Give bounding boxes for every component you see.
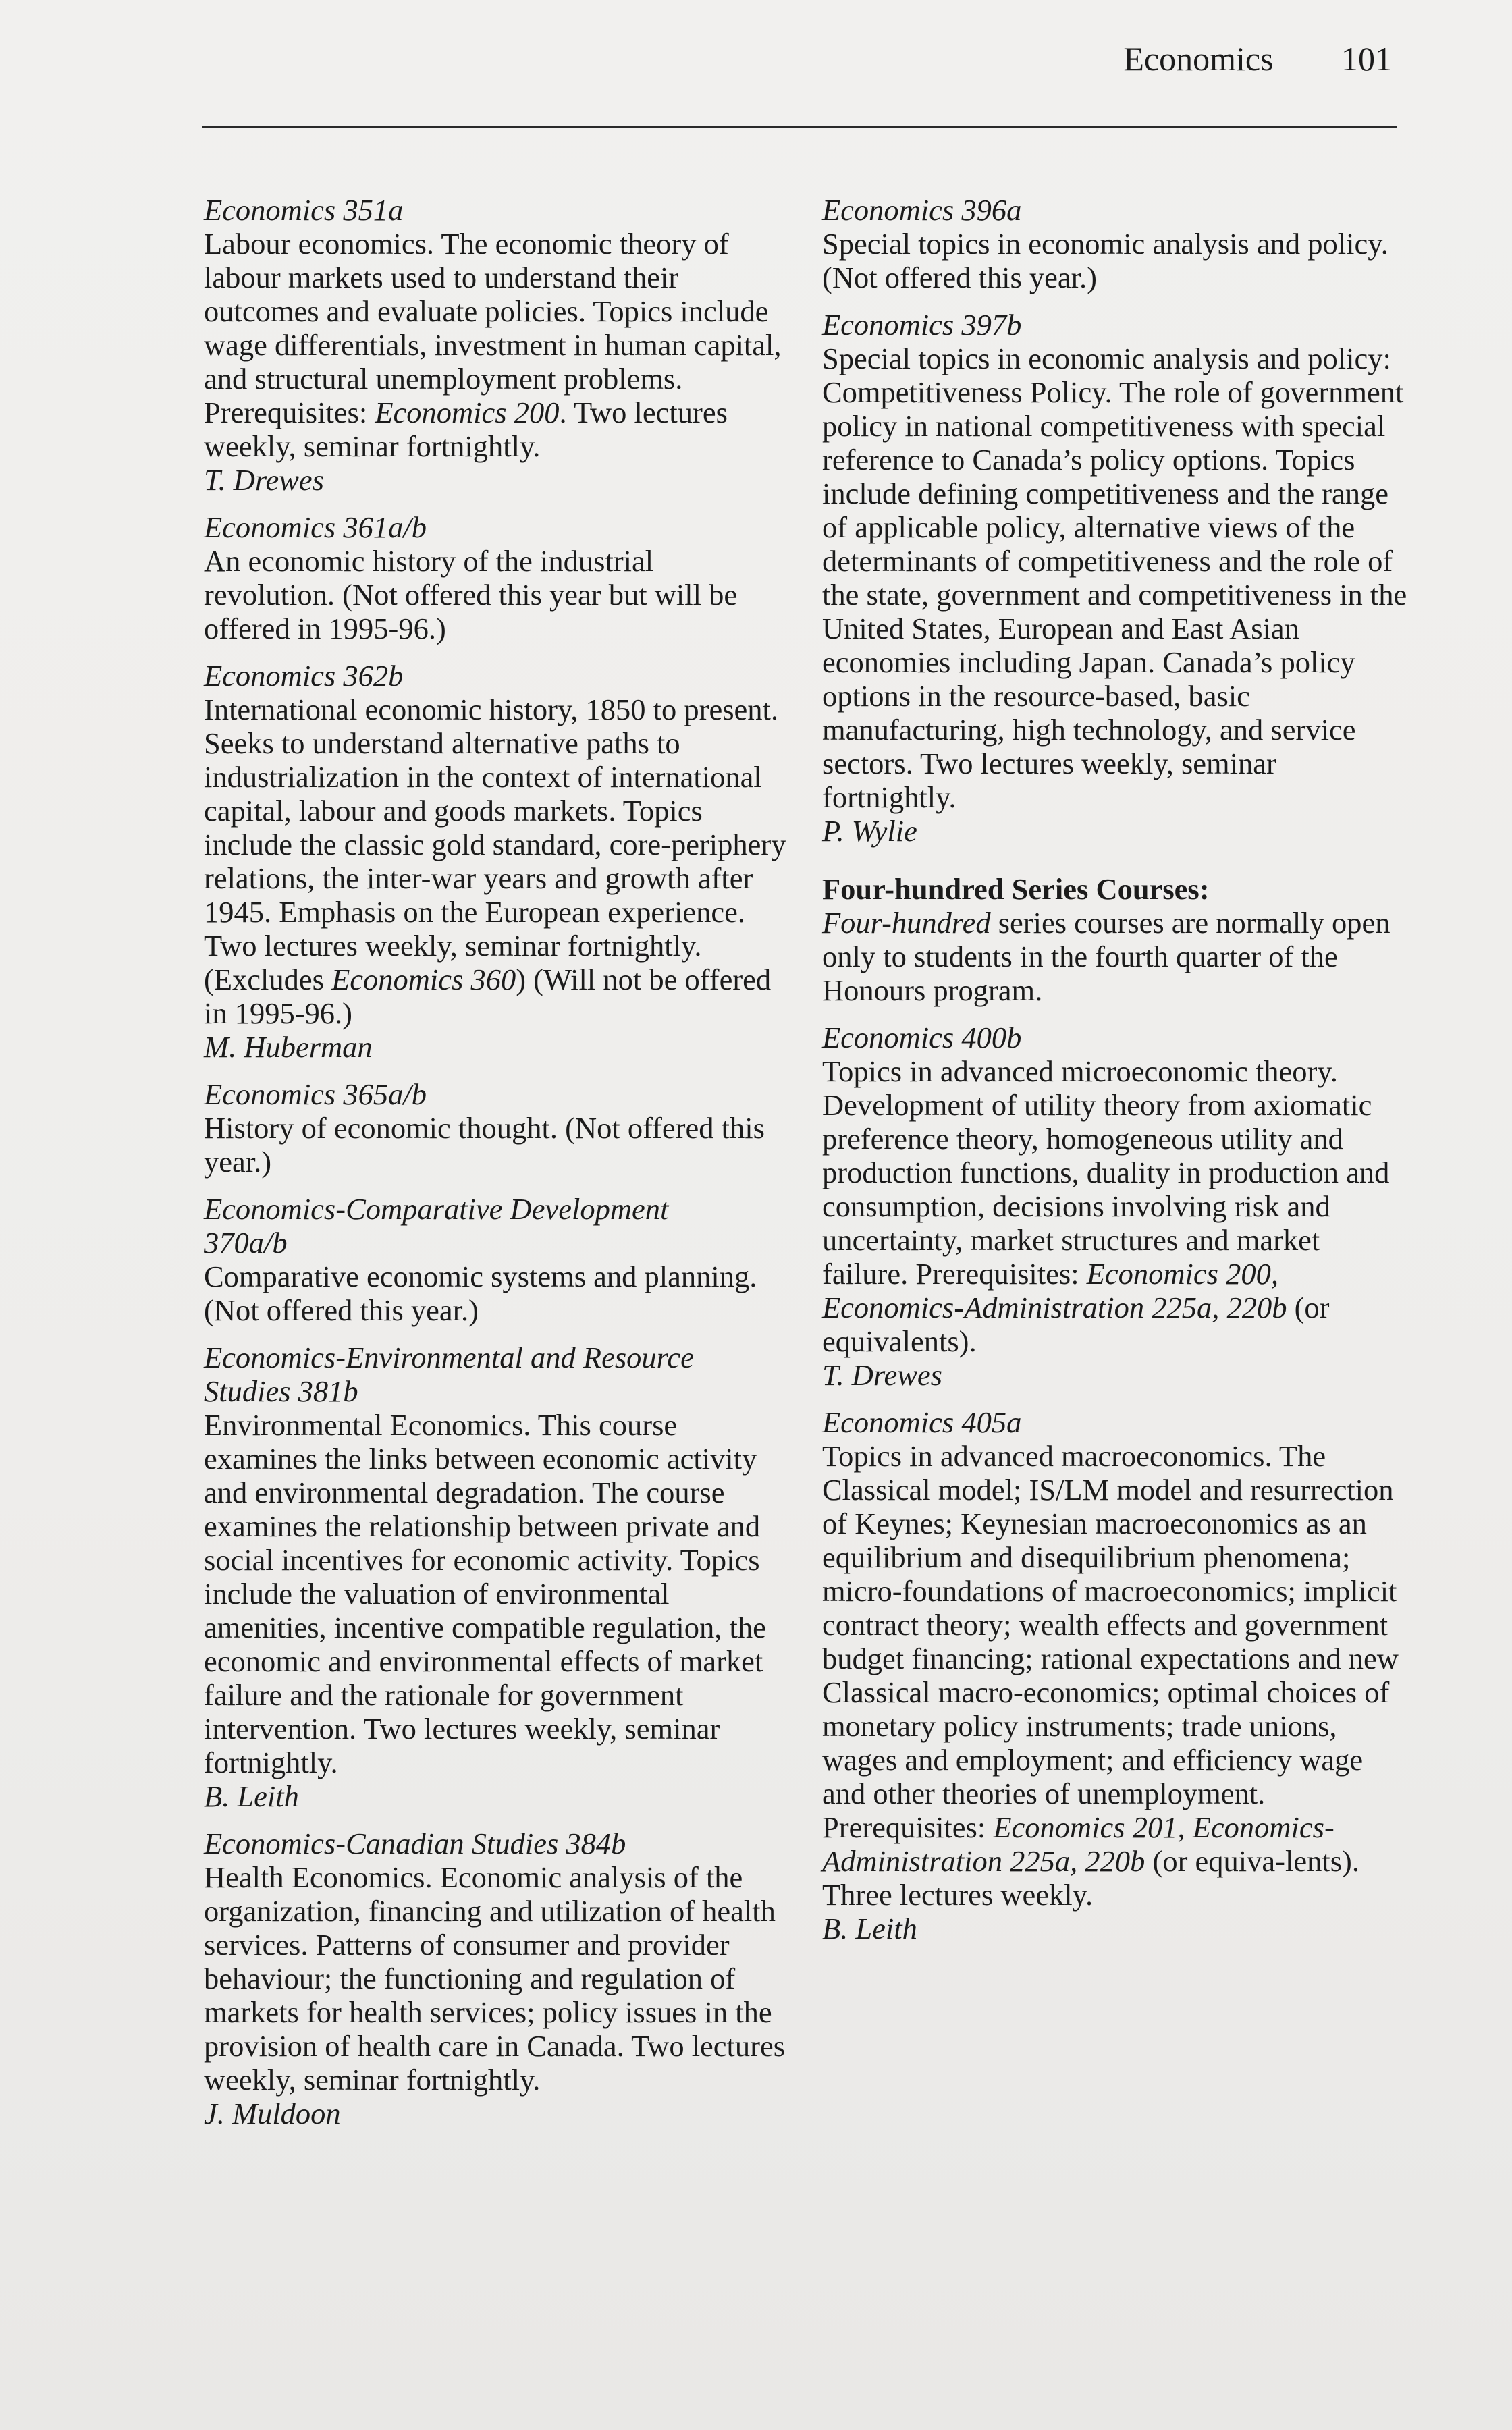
course-economics-405a [822,1405,1409,1945]
series-intro-text: series courses are normally open only to students in the fourth quarter of the Honours program. [822,906,1390,1007]
course-title: Economics 361a/b [204,510,427,544]
course-description [204,1860,791,2097]
page-number: 101 [1341,40,1392,78]
course-economics-400b [822,1021,1409,1392]
course-text: Labour economics. The economic theory of labour markets used to understand their outcomes and evaluate policies. Topics include wage differentials, investment in human capital, and structural unemployment problems. Prerequisites: [204,227,782,429]
left-column [204,193,791,2144]
course-instructor: T. Drewes [822,1358,942,1392]
course-economics-362b [204,659,791,1064]
four-hundred-courses [822,1021,1409,1945]
course-economics-396a [822,193,1409,294]
course-title: Economics 400b [822,1021,1022,1054]
course-text: An economic history of the industrial revolution. (Not offered this year but will be offered in 1995-96.) [204,544,738,645]
course-title: Economics 405a [822,1405,1022,1439]
course-reference: Economics 200 [375,396,560,429]
course-text: Environmental Economics. This course examines the links between economic activity and environmental degradation. The course examines the relationship between private and social incentives for economic activity. Topics include the valuation of environmental amenities, incentive compatible regulation, the economic and environmental effects of market failure and the rationale for government intervention. Two lectures weekly, seminar fortnightly. [204,1408,766,1779]
course-instructor: B. Leith [204,1779,299,1813]
series-intro [822,906,1409,1007]
course-instructor: M. Huberman [204,1030,373,1064]
course-title: Economics 362b [204,659,404,693]
course-title: Economics-Canadian Studies 384b [204,1827,626,1860]
series-heading: Four-hundred Series Courses: [822,872,1210,906]
course-description [822,342,1409,814]
running-head [1123,42,1392,76]
course-reference: Economics 200, Economics-Administration 225a, 220b [822,1257,1287,1324]
course-text: Topics in advanced macroeconomics. The Classical model; IS/LM model and resurrection of Keynes; Keynesian macroeconomics as an equilibrium and disequilibrium phenomena; micro-foundations of macroeconomics; implicit contract theory; wealth effects and government budget financing; rational expectations and new Classical macro-economics; optimal choices of monetary policy instruments; trade unions, wages and employment; and efficiency wage and other theories of unemployment. Prerequisites: [822,1439,1399,1844]
course-title: Economics-Environmental and Resource Studies 381b [204,1341,694,1408]
course-reference: Economics 201, Economics-Administration 225a, 220b [822,1810,1334,1878]
course-economics-comparative-development-370a-b [204,1192,791,1327]
right-column-courses [822,193,1409,848]
header-rule [202,126,1397,128]
course-text: ) (Will not be offered in 1995-96.) [204,963,772,1030]
course-text: (or equivalents). [822,1291,1330,1358]
course-description [204,1111,791,1179]
course-economics-361a-b [204,510,791,645]
course-text: Topics in advanced microeconomic theory. Development of utility theory from axiomatic preference theory, homogeneous utility and production functions, duality in production and consumption, decisions involving risk and uncertainty, market structures and market failure. Prerequisites: [822,1054,1390,1291]
course-description [204,227,791,463]
course-text: . Two lectures weekly, seminar fortnightly. [204,396,728,463]
course-economics-365a-b [204,1077,791,1179]
section-title: Economics [1123,40,1274,78]
course-description [204,693,791,1030]
course-text: Health Economics. Economic analysis of the organization, financing and utilization of health services. Patterns of consumer and provider behaviour; the functioning and regulation of markets for health services; policy issues in the provision of health care in Canada. Two lectures weekly, seminar fortnightly. [204,1860,786,2097]
course-economics-397b [822,308,1409,848]
course-description [822,1439,1409,1912]
course-title: Economics 396a [822,193,1022,227]
course-text: Special topics in economic analysis and policy. (Not offered this year.) [822,227,1388,294]
course-title: Economics 365a/b [204,1077,427,1111]
course-text: International economic history, 1850 to present. Seeks to understand alternative paths to industrialization in the context of international capital, labour and goods markets. Topics include the classic gold standard, core-periphery relations, the inter-war years and growth after 1945. Emphasis on the European experience. Two lectures weekly, seminar fortnightly. (Excludes [204,693,786,996]
course-description [204,1260,791,1327]
course-instructor: J. Muldoon [204,2097,341,2130]
course-economics-351a [204,193,791,497]
course-reference: Economics 360 [331,963,516,996]
course-title: Economics-Comparative Development 370a/b [204,1192,669,1260]
right-column [822,193,1409,1959]
course-economics-environmental-and-resource-studies-381b [204,1341,791,1813]
course-text: Comparative economic systems and planning. (Not offered this year.) [204,1260,757,1327]
course-economics-canadian-studies-384b [204,1827,791,2130]
course-description [822,1054,1409,1358]
course-instructor: T. Drewes [204,463,324,497]
course-description [204,544,791,645]
course-title: Economics 397b [822,308,1022,342]
course-description [822,227,1409,294]
course-instructor: B. Leith [822,1912,917,1945]
series-intro-italic: Four-hundred [822,906,991,940]
course-text: Special topics in economic analysis and policy: Competitiveness Policy. The role of government policy in national competitiveness with special reference to Canada’s policy options. Topics include defining competitiveness and the range of applicable policy, alternative views of the determinants of competitiveness and the role of the state, government and competitiveness in the United States, European and East Asian economies including Japan. Canada’s policy options in the resource-based, basic manufacturing, high technology, and service sectors. Two lectures weekly, seminar fortnightly. [822,342,1407,814]
course-title: Economics 351a [204,193,404,227]
course-description [204,1408,791,1779]
course-instructor: P. Wylie [822,814,917,848]
course-text: History of economic thought. (Not offered this year.) [204,1111,765,1179]
course-text: (or equiva-lents). Three lectures weekly. [822,1844,1359,1912]
